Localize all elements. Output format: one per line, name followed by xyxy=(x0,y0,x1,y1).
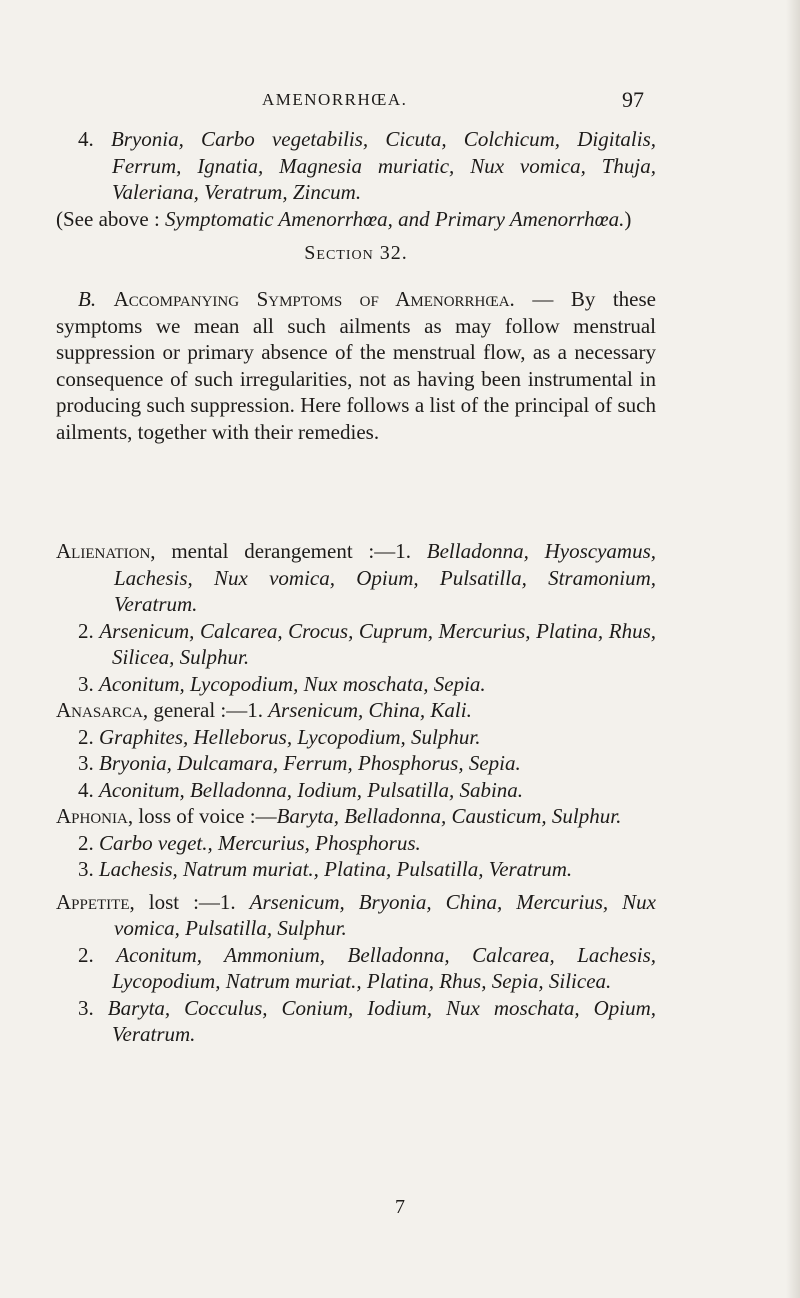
entry-sub-remedies: Carbo veget., Mercurius, Phosphorus. xyxy=(99,830,421,855)
entry-first xyxy=(56,803,656,830)
entry-sub xyxy=(56,856,656,883)
section-heading-block xyxy=(56,240,656,267)
entry-first xyxy=(56,538,656,618)
entry-term: Anasarca, xyxy=(56,698,149,722)
entry-qualifier: lost :— xyxy=(134,889,220,914)
entry-sub-num: 2. xyxy=(78,830,94,855)
entry-sub-remedies: Aconitum, Ammonium, Belladonna, Calcarea, Lachesis, Lycopodium, Natrum muriat., Platina, Rhus, Sepia, Silicea. xyxy=(112,942,656,993)
entry-sub-remedies: Bryonia, Dulcamara, Ferrum, Phosphorus, Sepia. xyxy=(99,751,521,775)
entry-first xyxy=(56,889,656,942)
entry-sub xyxy=(56,750,656,777)
entry-aphonia xyxy=(56,803,656,883)
see-note-suffix: ) xyxy=(624,206,632,231)
signature-mark: 7 xyxy=(395,1196,405,1218)
entry-sub-num: 2. xyxy=(78,942,94,967)
see-note-ref: Symptomatic Amenorrhœa, and Primary Amenorrhœa. xyxy=(165,206,625,231)
entries-block xyxy=(56,538,656,1048)
entry-first xyxy=(56,697,656,724)
entry-sub-num: 3. xyxy=(78,857,94,881)
intro-label: B. xyxy=(78,287,97,311)
entry-sub xyxy=(56,724,656,751)
intro-item-block xyxy=(56,126,656,232)
entry-qualifier: general :— xyxy=(148,698,248,722)
entry-first-num: 1. xyxy=(395,539,412,563)
see-note xyxy=(56,206,656,233)
intro-item-number: 4. xyxy=(78,127,94,151)
entry-term: Aphonia, xyxy=(56,804,134,828)
intro-paragraph xyxy=(56,286,656,445)
entry-qualifier: mental derangement :— xyxy=(155,539,396,563)
entry-sub xyxy=(56,942,656,995)
section-heading: Section 32. xyxy=(304,242,408,264)
entry-first-remedies: Arsenicum, China, Kali. xyxy=(268,698,472,722)
entry-sub xyxy=(56,995,656,1048)
entry-term: Alienation, xyxy=(56,539,156,563)
entry-appetite xyxy=(56,889,656,1048)
see-note-prefix: (See above : xyxy=(56,206,166,231)
entry-first-remedies: Baryta, Belladonna, Causticum, Sulphur. xyxy=(276,804,622,828)
entry-sub-num: 3. xyxy=(78,995,94,1020)
entry-sub-num: 3. xyxy=(78,671,94,696)
entry-sub xyxy=(56,830,656,857)
entry-sub-num: 3. xyxy=(78,751,94,775)
entry-sub-remedies: Aconitum, Belladonna, Iodium, Pulsatilla, Sabina. xyxy=(99,777,524,802)
entry-first-remedies: Arsenicum, Bryonia, China, Mercurius, Nux vomica, Pulsatilla, Sulphur. xyxy=(114,889,656,940)
entry-qualifier: loss of voice :— xyxy=(133,804,277,828)
entry-first-num: 1. xyxy=(219,889,236,914)
entry-anasarca xyxy=(56,697,656,803)
entry-sub xyxy=(56,671,656,698)
intro-item-remedies: Bryonia, Carbo vegetabilis, Cicuta, Colchicum, Digitalis, Ferrum, Ignatia, Magnesia muriatic, Nux vomica, Thuja, Valeriana, Veratrum, Zincum. xyxy=(110,127,657,204)
entry-sub-num: 4. xyxy=(78,777,94,802)
intro-paragraph-block xyxy=(56,286,656,445)
entry-first-remedies: Belladonna, Hyoscyamus, Lachesis, Nux vomica, Opium, Pulsatilla, Stramonium, Veratrum. xyxy=(114,539,656,616)
entry-term: Appetite, xyxy=(56,889,135,914)
intro-item xyxy=(56,126,656,206)
entry-sub-num: 2. xyxy=(78,618,94,643)
page-header xyxy=(0,87,800,116)
intro-title: Accompanying Symptoms of Amenorrhœa. xyxy=(113,287,515,311)
entry-first-num: 1. xyxy=(247,698,263,722)
entry-sub-remedies: Lachesis, Natrum muriat., Platina, Pulsatilla, Veratrum. xyxy=(99,857,573,881)
entry-sub-remedies: Graphites, Helleborus, Lycopodium, Sulphur. xyxy=(99,724,481,749)
entry-sub-remedies: Baryta, Cocculus, Conium, Iodium, Nux moschata, Opium, Veratrum. xyxy=(107,995,657,1046)
entry-sub-num: 2. xyxy=(78,724,94,749)
page-number: 97 xyxy=(622,87,644,112)
entry-sub-remedies: Arsenicum, Calcarea, Crocus, Cuprum, Mercurius, Platina, Rhus, Silicea, Sulphur. xyxy=(99,618,656,669)
page-edge-shadow xyxy=(786,0,800,1298)
intro-text: — By these symptoms we mean all such ailments as may follow menstrual suppression or primary absence of the menstrual flow, as a necessary consequence of such irregularities, not as having been instrumental in producing such suppression. Here follows a list of the principal of such ailments, together with their remedies. xyxy=(56,287,657,444)
entry-sub xyxy=(56,777,656,804)
entry-sub-remedies: Aconitum, Lycopodium, Nux moschata, Sepia. xyxy=(99,671,486,696)
entry-alienation xyxy=(56,538,656,697)
entry-sub xyxy=(56,618,656,671)
running-head: AMENORRHŒA. xyxy=(262,90,408,109)
